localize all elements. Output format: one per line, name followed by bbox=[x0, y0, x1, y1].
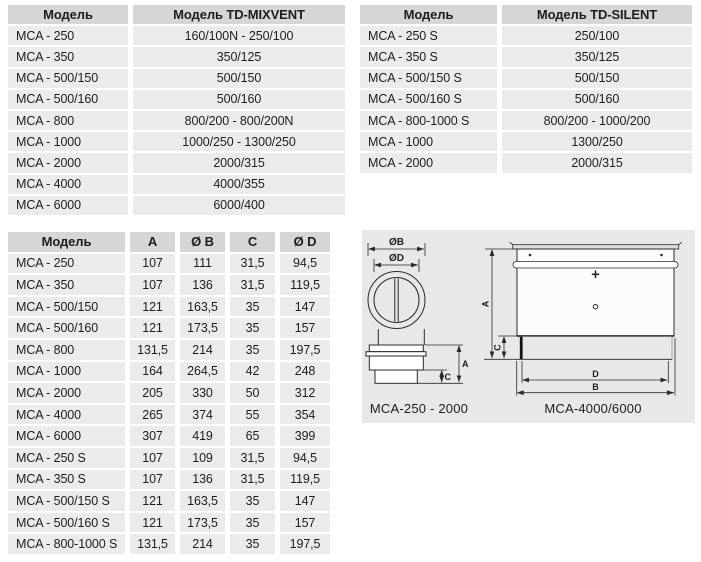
dim-b-cell: 330 bbox=[180, 383, 225, 403]
value-cell: 350/125 bbox=[502, 47, 692, 66]
dim-d-cell: 312 bbox=[280, 383, 330, 403]
diam-b-label: ØB bbox=[389, 237, 404, 248]
rivet-dot bbox=[529, 254, 532, 257]
dim-b-cell: 136 bbox=[180, 470, 225, 490]
model-cell: MCA - 2000 bbox=[8, 153, 128, 172]
dim-c-cell: 35 bbox=[230, 318, 275, 338]
column-header: Модель bbox=[8, 5, 128, 24]
dim-c-cell: 35 bbox=[230, 340, 275, 360]
model-cell: MCA - 1000 bbox=[360, 132, 497, 151]
value-cell: 6000/400 bbox=[133, 196, 345, 215]
column-header: Модель bbox=[8, 232, 125, 252]
dim-a-cell: 307 bbox=[130, 426, 175, 446]
dim-c-cell: 31,5 bbox=[230, 254, 275, 274]
value-cell: 500/150 bbox=[502, 69, 692, 88]
model-cell: MCA - 250 bbox=[8, 26, 128, 45]
dim-b-cell: 163,5 bbox=[180, 491, 225, 511]
dim-a-cell: 107 bbox=[130, 254, 175, 274]
right-drawing-caption: MCA-4000/6000 bbox=[544, 401, 642, 416]
height-a-label: A bbox=[480, 300, 491, 308]
value-cell: 250/100 bbox=[502, 26, 692, 45]
top-flange bbox=[513, 245, 679, 249]
model-cell: MCA - 500/150 S bbox=[8, 491, 125, 511]
dim-c-cell: 55 bbox=[230, 405, 275, 425]
model-cell: MCA - 500/150 S bbox=[360, 69, 497, 88]
dim-a-cell: 107 bbox=[130, 448, 175, 468]
dim-c-cell: 50 bbox=[230, 383, 275, 403]
inner-circle bbox=[374, 278, 419, 323]
dim-b-cell: 419 bbox=[180, 426, 225, 446]
rivet-dot bbox=[660, 254, 663, 257]
dim-a-cell: 205 bbox=[130, 383, 175, 403]
silencer-body bbox=[369, 356, 423, 370]
value-cell: 1300/250 bbox=[502, 132, 692, 151]
value-cell: 800/200 - 1000/200 bbox=[502, 111, 692, 130]
dim-d-cell: 94,5 bbox=[280, 448, 330, 468]
dim-b-cell: 264,5 bbox=[180, 362, 225, 382]
dim-b-cell: 214 bbox=[180, 534, 225, 554]
value-cell: 500/150 bbox=[133, 69, 345, 88]
flange-ring bbox=[366, 352, 426, 356]
collar-c-label: C bbox=[492, 344, 503, 351]
dim-a-cell: 131,5 bbox=[130, 534, 175, 554]
column-header: Ø B bbox=[180, 232, 225, 252]
dim-c-cell: 31,5 bbox=[230, 448, 275, 468]
dim-b-cell: 111 bbox=[180, 254, 225, 274]
value-cell: 160/100N - 250/100 bbox=[133, 26, 345, 45]
model-cell: MCA - 1000 bbox=[8, 362, 125, 382]
duct-spigot bbox=[375, 370, 417, 383]
model-cell: MCA - 500/160 bbox=[8, 90, 128, 109]
lower-duct bbox=[520, 337, 672, 360]
outer-width-b-label: B bbox=[592, 382, 599, 392]
mixvent-model-table bbox=[8, 5, 345, 215]
value-cell: 500/160 bbox=[502, 90, 692, 109]
inner-width-d-label: D bbox=[592, 369, 599, 379]
model-cell: MCA - 6000 bbox=[8, 196, 128, 215]
dimensions-table bbox=[8, 232, 330, 554]
column-header: Ø D bbox=[280, 232, 330, 252]
value-cell: 350/125 bbox=[133, 47, 345, 66]
column-header: C bbox=[230, 232, 275, 252]
dim-c-cell: 35 bbox=[230, 491, 275, 511]
dim-c-cell: 35 bbox=[230, 534, 275, 554]
dim-b-cell: 163,5 bbox=[180, 297, 225, 317]
dim-d-cell: 248 bbox=[280, 362, 330, 382]
model-cell: MCA - 2000 bbox=[360, 153, 497, 172]
model-cell: MCA - 250 bbox=[8, 254, 125, 274]
model-cell: MCA - 350 S bbox=[8, 470, 125, 490]
model-cell: MCA - 350 bbox=[8, 275, 125, 295]
dim-d-cell: 354 bbox=[280, 405, 330, 425]
left-drawing-caption: MCA-250 - 2000 bbox=[369, 401, 469, 416]
dim-c-cell: 31,5 bbox=[230, 275, 275, 295]
model-cell: MCA - 250 S bbox=[360, 26, 497, 45]
model-cell: MCA - 800 bbox=[8, 111, 128, 130]
dim-a-cell: 265 bbox=[130, 405, 175, 425]
dim-a-cell: 164 bbox=[130, 362, 175, 382]
dim-b-cell: 214 bbox=[180, 340, 225, 360]
dim-a-cell: 121 bbox=[130, 491, 175, 511]
dim-b-cell: 109 bbox=[180, 448, 225, 468]
model-cell: MCA - 500/150 bbox=[8, 69, 128, 88]
dim-a-cell: 121 bbox=[130, 513, 175, 533]
column-header: A bbox=[130, 232, 175, 252]
model-cell: MCA - 800-1000 S bbox=[8, 534, 125, 554]
dim-a-cell: 107 bbox=[130, 275, 175, 295]
model-cell: MCA - 4000 bbox=[8, 175, 128, 194]
diam-d-label: ØD bbox=[389, 253, 404, 264]
technical-drawing-panel bbox=[362, 230, 695, 423]
clamp-band bbox=[513, 262, 678, 269]
dim-c-cell: 65 bbox=[230, 426, 275, 446]
model-cell: MCA - 500/160 S bbox=[360, 90, 497, 109]
column-header: Модель TD-MIXVENT bbox=[133, 5, 345, 24]
model-cell: MCA - 4000 bbox=[8, 405, 125, 425]
model-cell: MCA - 1000 bbox=[8, 132, 128, 151]
dim-d-cell: 157 bbox=[280, 318, 330, 338]
dim-d-cell: 197,5 bbox=[280, 534, 330, 554]
dim-a-cell: 131,5 bbox=[130, 340, 175, 360]
model-cell: MCA - 6000 bbox=[8, 426, 125, 446]
column-header: Модель TD-SILENT bbox=[502, 5, 692, 24]
dim-c-cell: 35 bbox=[230, 513, 275, 533]
dim-a-cell: 121 bbox=[130, 297, 175, 317]
lower-duct-edge bbox=[520, 337, 523, 360]
dim-c-cell: 42 bbox=[230, 362, 275, 382]
dim-d-cell: 147 bbox=[280, 491, 330, 511]
dim-a-cell: 121 bbox=[130, 318, 175, 338]
value-cell: 1000/250 - 1300/250 bbox=[133, 132, 345, 151]
dim-d-cell: 94,5 bbox=[280, 254, 330, 274]
front-view-drawing bbox=[366, 243, 463, 383]
collar-band bbox=[369, 345, 423, 352]
dim-b-cell: 173,5 bbox=[180, 318, 225, 338]
value-cell: 2000/315 bbox=[502, 153, 692, 172]
model-cell: MCA - 500/150 bbox=[8, 297, 125, 317]
dim-b-cell: 374 bbox=[180, 405, 225, 425]
column-header: Модель bbox=[360, 5, 497, 24]
model-cell: MCA - 250 S bbox=[8, 448, 125, 468]
model-cell: MCA - 800-1000 S bbox=[360, 111, 497, 130]
dim-d-cell: 119,5 bbox=[280, 275, 330, 295]
model-cell: MCA - 2000 bbox=[8, 383, 125, 403]
dim-d-cell: 157 bbox=[280, 513, 330, 533]
model-cell: MCA - 350 bbox=[8, 47, 128, 66]
dim-c-cell: 35 bbox=[230, 297, 275, 317]
dim-b-cell: 173,5 bbox=[180, 513, 225, 533]
spigot-c-label: C bbox=[444, 372, 451, 382]
dim-d-cell: 197,5 bbox=[280, 340, 330, 360]
side-view-drawing bbox=[484, 242, 682, 395]
dim-d-cell: 147 bbox=[280, 297, 330, 317]
model-cell: MCA - 350 S bbox=[360, 47, 497, 66]
model-cell: MCA - 800 bbox=[8, 340, 125, 360]
value-cell: 2000/315 bbox=[133, 153, 345, 172]
silent-model-table bbox=[360, 5, 692, 173]
model-cell: MCA - 500/160 S bbox=[8, 513, 125, 533]
value-cell: 800/200 - 800/200N bbox=[133, 111, 345, 130]
dim-b-cell: 136 bbox=[180, 275, 225, 295]
dim-d-cell: 119,5 bbox=[280, 470, 330, 490]
model-cell: MCA - 500/160 bbox=[8, 318, 125, 338]
value-cell: 4000/355 bbox=[133, 175, 345, 194]
height-a-label: A bbox=[462, 359, 469, 369]
outer-circle bbox=[368, 272, 425, 329]
value-cell: 500/160 bbox=[133, 90, 345, 109]
dim-a-cell: 107 bbox=[130, 470, 175, 490]
dim-d-cell: 399 bbox=[280, 426, 330, 446]
dim-c-cell: 31,5 bbox=[230, 470, 275, 490]
